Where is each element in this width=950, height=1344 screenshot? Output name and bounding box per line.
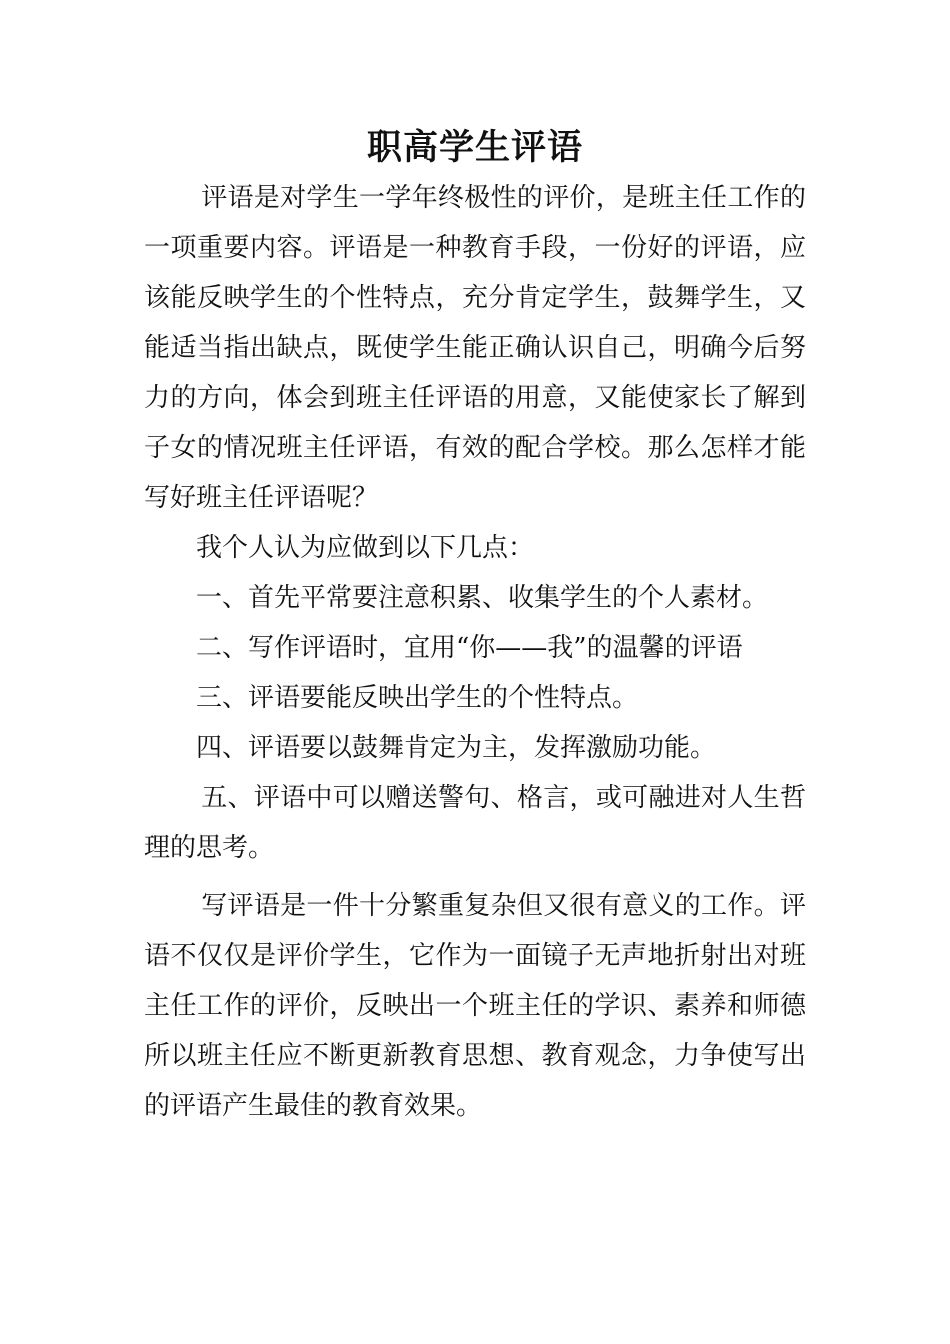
point-4: 四、评语要以鼓舞肯定为主，发挥激励功能。	[196, 733, 717, 763]
point-3: 三、评语要能反映出学生的个性特点。	[196, 683, 639, 713]
intro-paragraph: 评语是对学生一学年终极性的评价，是班主任工作的一项重要内容。评语是一种教育手段，一份好的评语，应该能反映学生的个性特点，充分肯定学生，鼓舞学生，又能适当指出缺点，既使学生能正确认识自己，明确今后努力的方向，体会到班主任评语的用意，又能使家长了解到子女的情况班主任评语，有效的配合学校。那么怎样才能写好班主任评语呢？	[144, 183, 806, 513]
point-5: 五、评语中可以赠送警句、格言，或可融进对人生哲理的思考。	[144, 783, 806, 863]
document-title: 职高学生评语	[366, 127, 583, 168]
closing-paragraph: 写评语是一件十分繁重复杂但又很有意义的工作。评语不仅仅是评价学生，它作为一面镜子无声地折射出对班主任工作的评价，反映出一个班主任的学识、素养和师德所以班主任应不断更新教育思想、教育观念，力争使写出的评语产生最佳的教育效果。	[144, 891, 806, 1121]
document-page	[144, 122, 806, 1131]
point-1: 一、首先平常要注意积累、收集学生的个人素材。	[196, 583, 769, 613]
lead-paragraph: 我个人认为应做到以下几点：	[196, 533, 535, 563]
point-2: 二、写作评语时，宜用“你——我”的温馨的评语	[196, 633, 743, 663]
